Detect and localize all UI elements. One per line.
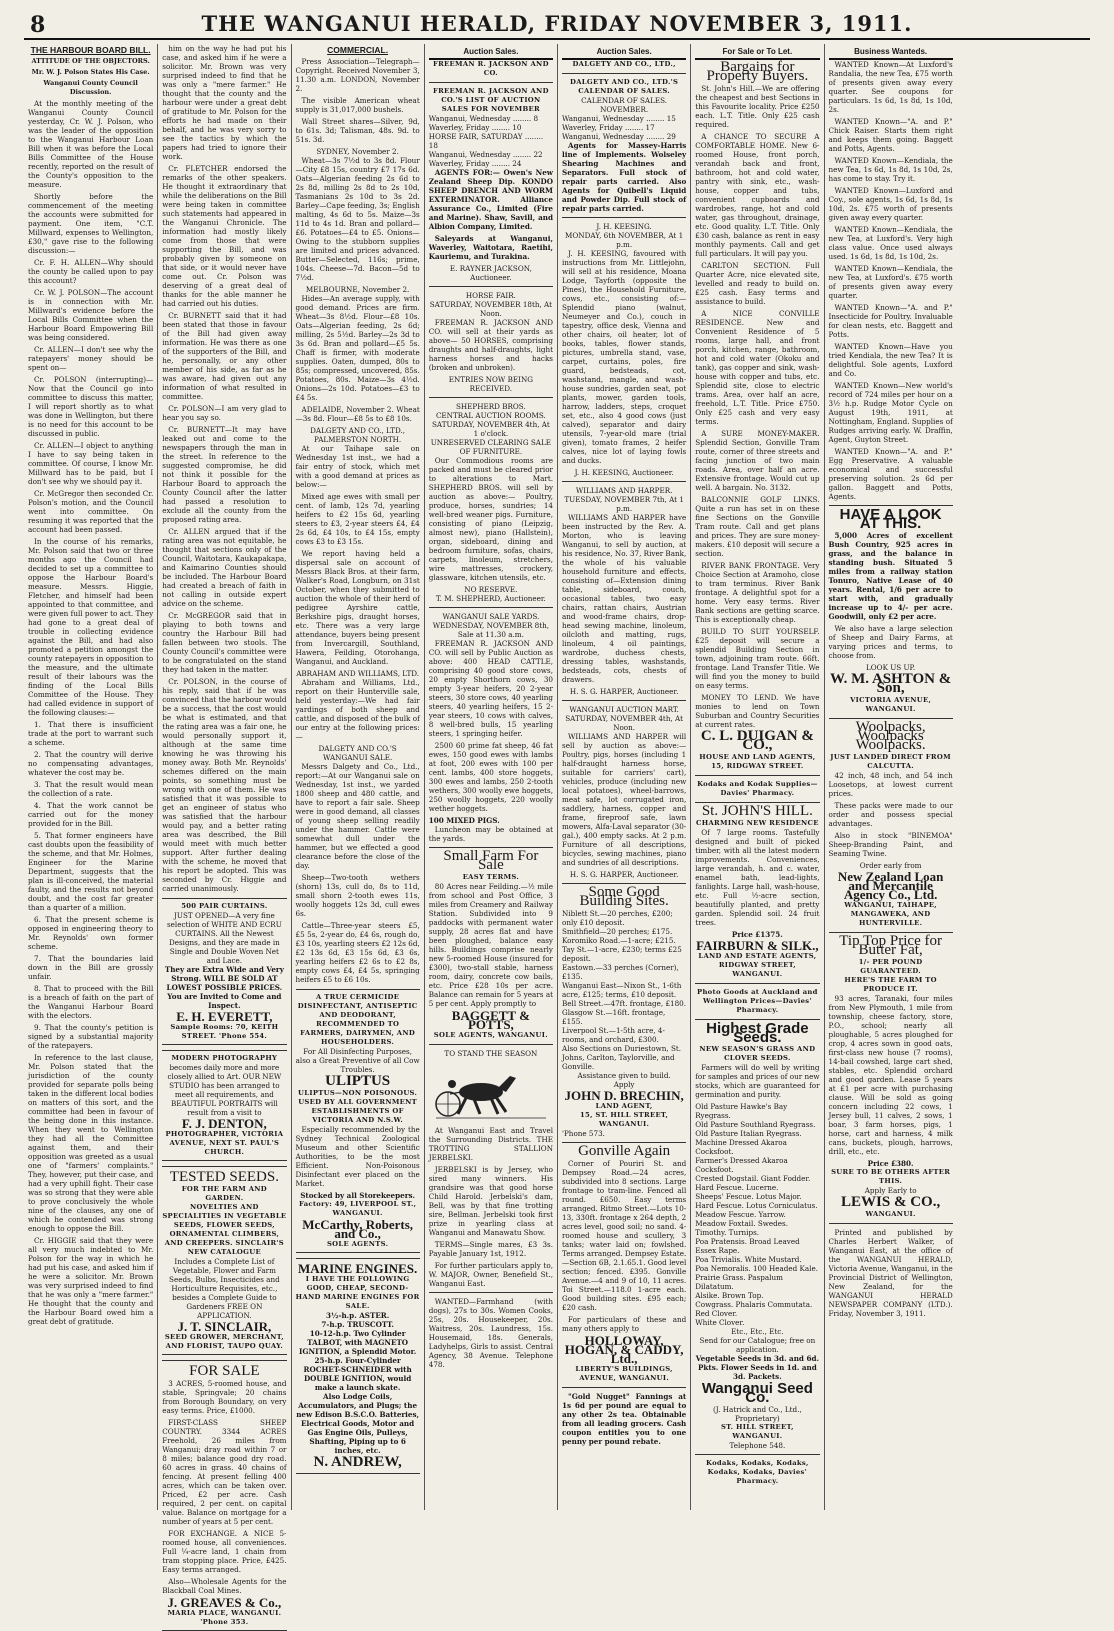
- ad-advertiser: BAGGETT & POTTS,: [451, 1008, 530, 1032]
- wanted-item: WANTED Known—Kendiala, the new Tea, at Luxford's. Very high class value. Once used always used. 1s 6d, 1s 8d, 1s 10d, 2s.: [828, 225, 953, 261]
- article-paragraph: 4. That the work cannot be carried out for the money provided for in the Bill.: [28, 801, 154, 828]
- ad-address: SOLE AGENTS, WANGANUI.: [433, 1031, 548, 1039]
- ad-text: 93 acres, Taranaki, four miles from New Plymouth, 1 mile from township, cheese factory, store, P.O., school; nearly all ploughable, 5 acres ploughed for crop, 4 acres sown in good oats, first-class new house (7 rooms), 14-bail cowshed, large cart shed, stables, etc. Splendid orchard and good garden. Lease 5 years at £1 per acre with purchasing clause. Will be sold as going concern including 22 cows, 1 Jersey bull, 11 calves, 2 sows, 1 boar, 3 farm horses, pigs, 1 horse, cart and harness, 4 milk cans, buckets, plough, harrows, drill, etc., etc.: [828, 994, 953, 1156]
- auctioneer: E. RAYNER JACKSON, Auctioneer.: [449, 264, 532, 282]
- ad-curtains: [162, 898, 286, 1045]
- article-paragraph: Cr. HIGGIE said that they were all very much indebted to Mr. Polson for the way in which he had put his case, and asked him if he were a solicitor. Mr. Brown was very surprised indeed to find that he was only a "mere farmer." He thought that the county and the Harbour Board owed him a great debt of gratitude.: [28, 1236, 154, 1326]
- ad-text: SOLE AGENTS.: [326, 1240, 389, 1248]
- list-item: Old Pasture Southland Ryegrass.: [695, 1120, 816, 1129]
- ad-text: Apply Early to: [864, 1186, 917, 1195]
- list-item: Liverpool St.—1-5th acre, 4-rooms, and orchard, £300.: [562, 1026, 665, 1044]
- report-heading: ABRAHAM AND WILLIAMS, LTD.: [296, 669, 420, 678]
- list-item: Sheeps' Fescue. Lotus Major.: [695, 1192, 802, 1201]
- sale-note: NO RESERVE.: [464, 585, 518, 594]
- ad-heading: FOR SALE: [189, 1363, 260, 1379]
- article-paragraph: Hides—An average supply, with good demand. Prices are firm. Wheat—3s 8½d. Flour—£8 10s. Oats—Algerian feeding, 2s 6d; milling, 2s 5½d. Barley—2s 3d to 3s 6d. Bran and pollard—£5 5s. Chaff is firmer, with moderate supplies. Oaten, dumped, 80s to 85s; compressed, uncovered, 85s. Potatoes, 80s. Maize—3s 4½d. Onions—2s 10d. Potatoes—£3 to £4 5s.: [295, 294, 420, 402]
- ad-address: ST. HILL STREET, WANGANUI.: [720, 1423, 794, 1440]
- ad-advertiser: HOLLOWAY, HOGAN, & CADDY, Ltd.,: [564, 1333, 684, 1366]
- ad-text: TERMS—Single mares, £3 3s. Payable January 1st, 1912.: [428, 1240, 553, 1258]
- article-paragraph: In the course of his remarks, Mr. Polson said that two or three months ago the Council had decided to set up a committee to oppose the Harbour Board's measure. Messrs. Higgie, Fletcher, and himself had been appointed to that committee, and were given full power to act. They had gone to a great deal of trouble in collecting evidence against the Bill, and had also promoted a petition amongst the county ratepayers in opposition to the measure, and the ultimate result of their labours was the finding of the Local Bills Committee of the House. They had called evidence in support of the following clauses:—: [28, 537, 154, 717]
- wanted-item: WANTED Known—New world's record of 724 miles per hour on a 3½ h.p. Rudge Motor Cycle on August 19th, 1911, at Nottingham, England. Supplies of Rudges arriving early. W. Draffin, Agent, Guyton Street.: [828, 381, 953, 444]
- article-paragraph: Wall Street shares—Silver, 9d, to 61s. 3d; Talisman, 48s. 9d. to 51s. 3d.: [295, 117, 420, 144]
- ad-heading: Tip Top Price for Butter Fat,: [839, 933, 942, 958]
- sale-date: WEDNESDAY, NOVEMBER 8th, Sale at 11.30 a.m.: [432, 621, 550, 639]
- ad-text: LAND AGENT,: [595, 1102, 653, 1110]
- ad-heading: 500 PAIR CURTAINS.: [181, 902, 268, 910]
- article-paragraph: Cr. ALLEN—I object to anything I have to say being taken in committee. Of course, I know Mr. Millward has to be paid, but I don't see why we should pay it.: [28, 441, 154, 486]
- article-subhead: ATTITUDE OF THE OBJECTORS.: [31, 57, 150, 65]
- list-item: Eastown.—33 perches (Corner), £135.: [562, 963, 679, 981]
- wanted-item: WANTED Known—Luxford and Coy., sole agents, 1s 6d, 1s 8d, 1s 10d, 2s. £75 worth of presents given away every quarter.: [828, 186, 953, 222]
- ad-text: JERBELSKI is by Jersey, who sired many winners. His grandsire was that good horse Child Harold. Jerbelski's dam, Bell, was by that fine trotting sire, Bellman. Jerbelski took first prize in yearling class at Wanganui and Manawatu Show.: [428, 1165, 553, 1237]
- list-item: Old Pasture Italian Ryegrass.: [695, 1129, 802, 1138]
- pharmacy-note: Photo Goods at Auckland and Wellington Prices—Davies' Pharmacy.: [697, 988, 818, 1014]
- sale-date: SATURDAY, NOVEMBER 18th, At Noon.: [429, 300, 553, 318]
- article-paragraph: 2. That the country will derive no compensating advantages, whatever the cost may be.: [28, 750, 154, 777]
- ad-address: LIBERTY'S BUILDINGS, AVENUE, WANGANUI.: [575, 1365, 673, 1382]
- sale-title: UNRESERVED CLEARING SALE OF FURNITURE.: [430, 438, 551, 456]
- list-heading: DALGETY AND CO., LTD.'S CALENDAR OF SALES.: [570, 78, 679, 95]
- columns: [24, 44, 1090, 1626]
- ad-item: Also Lodge Coils, Accumulators, and Plugs; the new Edison B.S.C.O. Batteries, Electrical Goods, Motor and Gas Engine Oils, Pulleys, Shafting, Piping up to 6 inches, etc.: [296, 1392, 420, 1455]
- ad-subheading: NEW SEASON'S GRASS AND CLOVER SEEDS.: [699, 1045, 816, 1062]
- ad-text: (J. Hatrick and Co., Ltd., Proprietary): [713, 1405, 802, 1423]
- ad-text: Of 7 large rooms. Tastefully designed and built of picked timber, with all the latest modern improvements. Conveniences, large verandah, h. and c. water, enamel bath, lead-lights, fanlights. Large hall, wash-house, etc. Full ½-acre section, beautifully planted, and pretty garden. Splendid soil. 24 fruit trees.: [695, 828, 820, 927]
- ad-text: 42 inch, 48 inch, and 54 inch Loosetops, at lowest current prices.: [828, 771, 953, 798]
- article-paragraph: Cr. POLSON, in the course of his reply, said that if he was convinced that the harbour would be a success, that the cost would be what is estimated, and that the rating area was a fair one, he would personally support it, although at the same time knowing he was throwing his money away. Both Mr. Reynolds' schemes differed on the main points, so something must be wrong with one of them. He was satisfied that it was possible to get an engineer of status who was satisfied that the harbour would pay, and a better rating area was described, the Bill would meet with much better support. After further dealing with the scheme, he moved that his report be adopted. This was seconded by Cr. Higgie and carried unanimously.: [162, 677, 287, 893]
- ad-text: Send for our Catalogue; free on application.: [699, 1336, 816, 1354]
- sale-list: [429, 114, 553, 168]
- agents-text: AGENTS FOR:— Owen's New Zealand Sheep Dip. KONDO SHEEP DRENCH AND WORM EXTERMINATOR. Alliance Assurance Co., Limited (Fire and Marine). Shaw, Savill, and Albion Company, Limited.: [428, 168, 553, 231]
- ad-text: FOR EXCHANGE. A NICE 5-roomed house, all conveniences. Full ¼-acre land, 1 chain from tram stopping place. Price, £425. Easy terms arranged.: [162, 1529, 287, 1574]
- article-paragraph: Shortly before the commencement of the meeting the accounts were submitted for payment. One item, "C.T. Millward, expenses to Wellington, £30," gave rise to the following discussion:—: [28, 192, 154, 255]
- list-item: Poa Nemoralis. 100 Headed Kale.: [695, 1264, 818, 1273]
- article-paragraph: The visible American wheat supply is 31,017,000 bushels.: [295, 96, 420, 114]
- list-item: Waverley, Friday ........ 17: [562, 123, 655, 132]
- list-item: HORSE FAIR, SATURDAY ........ 18: [428, 132, 544, 150]
- ad-text: At Wanganui East and Travel the Surrounding Districts. THE TROTTING STALLION JERBELSKI.: [428, 1126, 553, 1162]
- column-3: [291, 44, 424, 1510]
- ad-address: PHOTOGRAPHER, VICTORIA AVENUE, NEXT ST. PAUL'S CHURCH.: [165, 1130, 284, 1156]
- ad-heading: MODERN PHOTOGRAPHY: [171, 1054, 278, 1062]
- ad-heading: St. JOHN'S HILL.: [701, 803, 813, 819]
- article-title: THE HARBOUR BOARD BILL.: [30, 45, 151, 55]
- wanted-item: WANTED Known—Kendiala, the new Tea, at Luxford's. £75 worth of presents given away every quarter.: [828, 264, 953, 300]
- ad-subheading: 1/- PER POUND GUARANTEED.: [858, 958, 923, 975]
- article-subhead: Wanganui County Council Discussion.: [43, 79, 138, 96]
- article-paragraph: Cr. POLSON (interrupting)—Now that the Council go into committee to discuss this matter, I will report shortly as to what was done in Wellington, but there is no need for this account to be discussed in public.: [28, 375, 154, 438]
- list-item: Cowgrass. Phalaris Commutata.: [695, 1300, 813, 1309]
- article-paragraph: We report having held a dispersal sale on account of Messrs Black Bros. at their farm, Walker's Road, Longburn, on 31st October, when they submitted to auction the whole of their herd of pedigree Ayrshire cattle, Berkshire pigs, draught horses, etc. There was a very large attendance, buyers being present from Invercargill, Southland, Hawera, Feilding, Otorohanga, Wanganui, and Auckland.: [295, 549, 420, 666]
- ad-address: Factory: 49, LIVERPOOL ST., WANGANUI.: [298, 1200, 417, 1217]
- sale-date: TUESDAY, NOVEMBER 7th, At 1 p.m.: [564, 495, 684, 513]
- pharmacy-note: Kodaks and Kodak Supplies—Davies' Pharmacy.: [697, 780, 818, 797]
- ad-advertiser: N. ANDREW,: [313, 1454, 402, 1470]
- section-title: For Sale or To Let.: [722, 47, 793, 56]
- sale-text: WILLIAMS AND HARPER have been instructed by the Rev. A. Morton, who is leaving Wanganui, to sell by auction, at his residence, No. 37, River Bank, the whole of his valuable household furniture and effects, consisting of—Extension dining table, sideboard, couch, occasional tables, two easy chairs, rattan chairs, Austrian and wood-frame chairs, drop-head sewing machine, linoleum, oilcloth and matting, rugs, linoleum, 4 oil paintings, wardrobe, duchess chests, dressing tables, washstands, bedsteads, cots, chests of drawers.: [562, 513, 687, 684]
- ad-heading: MARINE ENGINES.: [298, 1261, 418, 1276]
- article-paragraph: Press Association—Telegraph—Copyright. Received November 3, 11.30 a.m. LONDON, November 2.: [295, 57, 420, 93]
- ad-text: A SURE MONEY-MAKER. Splendid Section, Gonville Tram route, corner of three streets and facing junction of two main roads. Area, over half an acre. Extensive frontage. Would cut up well. A bargain. No. 3132.: [695, 429, 820, 492]
- list-item: Wanganui, Wednesday ........ 22: [428, 150, 543, 159]
- column-7: [824, 44, 957, 1510]
- wanted-item: WANTED Known—Have you tried Kendiala, the new Tea? It is delightful. Sole agents, Luxford and Co.: [828, 342, 953, 378]
- list-item: Meadow Fescue. Yarrow.: [695, 1210, 786, 1219]
- ad-text: We also have a large selection of Sheep and Dairy Farms, at varying prices and terms, to choose from.: [828, 624, 953, 660]
- list-item: Poa Trivialis. White Mustard.: [695, 1255, 802, 1264]
- article-paragraph: Cr. ALLEN—I don't see why the ratepayers' money should be spent on—: [28, 345, 154, 372]
- ad-text: Assistance given to build.: [577, 1071, 671, 1080]
- column-1: [24, 44, 157, 1510]
- ad-address: SEED GROWER, MERCHANT, AND FLORIST, TAUPO QUAY.: [164, 1333, 284, 1350]
- ad-heading: TO STAND THE SEASON: [444, 1049, 538, 1058]
- ad-advertiser: E. H. EVERETT,: [176, 1009, 273, 1024]
- list-item: Bell Street.—47ft. frontage, £180.: [562, 999, 687, 1008]
- report-heading: DALGETY AND CO.'S WANGANUI SALE.: [318, 744, 397, 762]
- list-item: Glasgow St.—16ft. frontage, £155.: [562, 1008, 666, 1026]
- ad-address: WANGANUI.: [865, 1210, 916, 1218]
- ad-text: A CHANCE TO SECURE A COMFORTABLE HOME. New 6-roomed House, front porch, verandah back and front, bathroom, hot and cold water, pantry with sink, etc., wash-house, copper and tubs, convenient cupboards and wardrobes, range, hot and cold water, gas throughout, drainage, etc. Good quality. L.T. Title. Only £30 cash, balance as rent in easy monthly payments. Call and get full particulars. It will pay you.: [695, 132, 820, 258]
- list-item: Crested Dogstail. Giant Fodder.: [695, 1174, 811, 1183]
- ad-text: A NICE CONVILLE RESIDENCE. New and Convenient Residence of 5 rooms, large hall, and front porch, kitchen, range, bathroom, hot and cold water (Okoku and tank), gas copper and sink, wash-house with copper and tubs, etc. Splendid site, close to electric trams. Area, over half an acre, freehold, L.T. Title. Price £750. Only £25 cash and very easy terms.: [695, 309, 820, 426]
- sale-list: [562, 114, 686, 141]
- ad-text: BUILD TO SUIT YOURSELF. £25 deposit will secure a splendid Building Section in town, adjoining tram route. 66ft. frontage. Land Transfer Title. We will find you the money to build on easy terms.: [695, 627, 820, 690]
- seed-list: [695, 1102, 819, 1327]
- firm-name: DALGETY AND CO., LTD.,: [572, 60, 676, 68]
- section-title: Auction Sales.: [463, 47, 519, 56]
- wanted-item: WANTED Known—"A. and P." Insecticide for Poultry. Invaluable for clean nests, etc. Baggett and Potts.: [828, 303, 953, 339]
- article-paragraph: Mixed age ewes with small per cent. of lamb, 12s 7d, yearling heifers to £2 15s 6d, yearling steers to £3, 2-year steers £4, £4 2s 6d, £4 10s, to £4 15s, empty cows £3 to £3 15s.: [295, 492, 420, 546]
- sale-text: FREEMAN R. JACKSON AND CO. will sell by Public Auction as above: 400 HEAD CATTLE, comprising 40 good store cows, 20 empty Shorthorn cows, 30 empty 3-year heifers, 20 2-year steers, 30 store cows, 40 yearling steers, 40 yearling heifers, 15 2-year steers, 10 cows with calves, 8 well-bred bulls, 15 yearling steers, 1 springing heifer.: [428, 639, 553, 738]
- sale-text: FREEMAN R. JACKSON AND CO. will sell at their yards as above— 50 HORSES, comprising draughts and half-draughts, light harness horses and hacks (broken and unbroken).: [428, 318, 553, 372]
- ad-advertiser: LEWIS & CO.,: [841, 1194, 941, 1210]
- ad-text: becomes daily more and more closely allied to Art. OUR NEW STUDIO has been arranged to meet all requirements, and BEAUTIFUL PORTRAITS will result from a visit to: [167, 1063, 282, 1117]
- list-item: Also Sections on Duriestown, St. Johns, Carlton, Taylorville, and Gonville.: [562, 1044, 682, 1071]
- ad-text: For All Disinfecting Purposes, also a Great Preventive of all Cow Troubles.: [295, 1047, 420, 1074]
- dateline: SYDNEY, November 2.: [316, 147, 399, 156]
- auctioneer: J. H. KEESING, Auctioneer.: [574, 468, 674, 477]
- list-item: Old Pasture Hawke's Bay Ryegrass.: [695, 1102, 788, 1120]
- sale-text: Luncheon may be obtained at the yards.: [428, 825, 553, 843]
- ad-text: Corner of Pouriri St. and Dempsey Road.—24 acres, subdivided into 8 sections. Large frontage to tram-line. Fenced all round. £650. Easy terms arranged. Ritmo Street.—Lots 10-13, 330ft. frontage x 264 depth, 2 acres level, good soil; no sand. 4-roomed house and scullery, 3 tanks; water laid on; fowlshed. Terms arranged. Dempsey Estate.—Section 6B, 2.1.65.1. Good level section; fenced. £395. Gonville Avenue.—4 and 9 of 10, 11 acres. Toi Street.—118.0 1-acre each. Good building sites. £95 each; £20 cash.: [562, 1159, 687, 1312]
- ad-text: 5,000 Acres of excellent Bush Country, 925 acres in grass, and the balance in standing bush. Situated 5 miles from a railway station Tonuro, Native Lease of 40 years. Rental, 1/6 per acre to start with, and gradually increase up to 4/- per acre. Goodwill, only £2 per acre.: [828, 531, 953, 621]
- article-paragraph: ADELAIDE, November 2. Wheat—3s 8d. Flour—£8 5s to £8 10s.: [295, 405, 420, 423]
- list-item: Smithfield—20 perches; £175.: [562, 927, 673, 936]
- sale-heading: HORSE FAIR.: [465, 291, 516, 300]
- ad-heading: Gonville Again: [578, 1143, 671, 1159]
- ad-heading: Highest Grade Seeds.: [706, 1020, 809, 1046]
- site-list: [562, 909, 686, 1071]
- article-paragraph: Abraham and Williams, Ltd., report on their Hunterville sale, held yesterday:—We had fair yardings of both sheep and cattle, and disposed of the bulk of our entry at the following prices:—: [295, 678, 420, 741]
- ad-text: They are Extra Wide and Very Strong. WILL BE SOLD AT LOWEST POSSIBLE PRICES. You are Invited to Come and Inspect.: [164, 965, 284, 1010]
- ad-subheading: FOR THE FARM AND GARDEN.: [181, 1185, 267, 1202]
- masthead: [24, 10, 1090, 40]
- sale-text: J. H. KEESING, favoured with instructions from Mr. Littlejohn, will sell at his residence, Moana Lodge, Tayforth (opposite the Pines), the Household Furniture, cows, etc., consisting of:—Splendid piano (walnut, Neumeyer and Co.), couch in tapestry, office desk, Vienna and other chairs, oil heater, lot of books, tables, flower stands, pictures, umbrella stand, vase, carpet, curtains, poles, fire guard, bedsteads, cot, washstand, mangle, and wash-house sundries, garden seat, pot plants, mower, garden tools, harrow, ladders, steps, croquet set, etc., also 4 good cows (just calved), separator and dairy utensils, 7-year-old mare (trial given), tomato frames, 2 heifer calves, nice lot of laying fowls and ducks.: [562, 249, 687, 465]
- section-title: Auction Sales.: [596, 47, 652, 56]
- ad-item: 7-h.p. TRUSCOTT.: [321, 1320, 394, 1329]
- ad-price: Price £380.: [867, 1159, 914, 1168]
- article-paragraph: Cr. FLETCHER endorsed the remarks of the other speakers. He thought it extraordinary that while the deliberations on the Bill were being taken in committee such statements had appeared in the Wanganui Chronicle. The information had mostly likely come from those that were supporting the Bill, and was probably given by someone on that side, or it would never have come out. Cr. Polson was deserving of a great deal of thanks for the able manner he had carried out his duties.: [162, 164, 287, 308]
- ad-text: CARLTON SECTION. Full Quarter Acre, nice elevated site, levelled and ready to build on. £25 cash. Easy terms and assistance to build.: [695, 261, 820, 306]
- sale-date: SATURDAY, NOVEMBER 4th, At Noon.: [565, 714, 683, 732]
- article-paragraph: Cr. W. J. POLSON—The account is in connection with Mr. Millward's evidence before the Local Bills Committee when the Harbour Board Empowering Bill was being considered.: [28, 288, 154, 342]
- ad-address: HOUSE AND LAND AGENTS, 15, RIDGWAY STREET.: [699, 753, 816, 770]
- ad-text: Farmers will do well by writing for samples and prices of our new stocks, which are guaranteed for germination and purity.: [695, 1063, 820, 1099]
- ad-text: LOOK US UP.: [866, 663, 916, 672]
- section-title: Business Wanteds.: [854, 47, 928, 56]
- tea-ad: "Gold Nugget" Fannings at 1s 6d per pound are equal to any other 2s tea. Obtainable from all leading grocers. Cash coupon entitles you to one penny per pound rebate.: [562, 1392, 687, 1446]
- article-paragraph: 5. That former engineers have cast doubts upon the feasibility of the scheme, and that Mr. Holmes, Engineer for the Marine Department, suggests that the plan is ill-conceived, the material faulty, and the results not beyond doubt, and the cost far greater than a quarter of a million.: [28, 831, 154, 912]
- report-heading: DALGETY AND CO., LTD., PALMERSTON NORTH.: [310, 426, 406, 444]
- ad-address: RIDGWAY STREET, WANGANUI.: [718, 961, 796, 978]
- ad-subheading: JUST LANDED DIRECT FROM CALCUTTA.: [830, 753, 951, 770]
- article-paragraph: 7. That the boundaries laid down in the Bill are grossly unfair.: [28, 954, 154, 981]
- sale-heading: WANGANUI AUCTION MART.: [569, 705, 679, 714]
- sale-heading: J. H. KEESING.: [596, 222, 652, 231]
- ad-text: NOVELTIES AND SPECIALITIES IN VEGETABLE SEEDS, FLOWER SEEDS, ORNAMENTAL CLIMBERS, AND CREEPERS. SINCLAIR'S NEW CATALOGUE: [162, 1203, 287, 1256]
- ad-advertiser: JOHN D. BRECHIN,: [564, 1088, 684, 1103]
- sale-text: WILLIAMS AND HARPER will sell by auction as above:— Poultry, pigs, horses (including 1 half-draught harness horse, suitable for carriers' cart), vehicles, produce (including new local potatoes), wheel-barrows, meat safe, lot corrugated iron, saddlery, harness, copper and frame, fireproof safe, lawn mowers, Alfa-Laval separator (30-gal.), 400 empty sacks. At 2 p.m. Furniture of all descriptions, bicycles, sewing machines, piano and sundries of all descriptions.: [562, 732, 687, 867]
- sale-venue: CENTRAL AUCTION ROOMS.: [435, 411, 546, 420]
- ad-text: Also in stock "BINEMOA" Sheep-Branding Paint, and Seaming Twine.: [828, 831, 953, 858]
- ad-seeds: [162, 1166, 286, 1355]
- ad-subheading: EASY TERMS.: [462, 873, 520, 881]
- sale-note: ENTRIES NOW BEING RECEIVED.: [448, 375, 534, 393]
- wanted-list: [829, 60, 953, 501]
- sale-date: MONDAY, 6th NOVEMBER, At 1 p.m.: [565, 231, 684, 249]
- ad-text: RIVER BANK FRONTAGE. Very Choice Section at Aramoho, close to tram terminus. River Bank frontage. A delightful spot for a home. Very easy terms. River Bank sections are getting scarce. This is exceptionally cheap.: [695, 561, 820, 624]
- sale-text: Our Commodious rooms are packed and must be cleared prior to alterations to Mart. SHEPHERD BROS. will sell by auction as above:— Poultry, produce, horses, sundries; 14 well-bred weaner pigs. Furniture, consisting of piano (Leipzig, almost new), piano (Hallstein), organ, sideboard, dining and bedroom furniture, sofas, chairs, carpets, linoleum, stretchers, wire mattresses, crockery, glassware, kitchen utensils, etc.: [428, 456, 553, 582]
- classified-wanted: WANTED—Farmhand (with dogs), 27s to 30s. Women Cooks, 25s, 20s. Housekeeper, 20s. Waitress, 20s. Laundress, 15s. Housemaid, 18s. Generals, Ladyhelps, Girls to assist. Central Agency, 38 Avenue. Telephone 478.: [428, 1297, 553, 1369]
- ad-text: Especially recommended by the Sydney Technical Zoological Museum and other Scientific Authorities, to be the most Efficient. Non-Poisonous Disinfectant ever placed on the Market.: [295, 1125, 420, 1188]
- auctioneer: T. M. SHEPHERD, Auctioneer.: [435, 594, 546, 603]
- section-title: COMMERCIAL.: [327, 45, 389, 55]
- list-item: Koromiko Road.—1-acre; £215.: [562, 936, 676, 945]
- article-paragraph: 6. That the present scheme is opposed in engineering theory to Mr. Reynolds' own former scheme.: [28, 915, 154, 951]
- ad-advertiser: New Zealand Loan and Mercantile Agency Co., Ltd.: [837, 869, 944, 902]
- ad-address: MARIA PLACE, WANGANUI. 'Phone 353.: [167, 1609, 282, 1626]
- ad-advertiser: Wanganui Seed Co.: [701, 1380, 813, 1406]
- ad-uliptus: [296, 989, 420, 1253]
- article-paragraph: 3. That the result would mean the collection of a rate.: [28, 780, 154, 798]
- column-5: [557, 44, 690, 1510]
- article-paragraph: Cr. McGREGOR said that in playing to both towns and country the Harbour Bill had fallen between two stools. The County Council's committee were to be congratulated on the stand they had taken in the matter.: [162, 611, 287, 674]
- ad-text: 80 Acres near Feilding.—½ mile from school and Post Office, 3 miles from Creamery and Railway Station. Subdivided into 9 paddocks with permanent water supply, 28 acres flat and have been ploughed, balance easy hills. Buildings comprise nearly new 5-roomed House (insured for £300), two-stall stable, harness room, dairy, concrete cow bails, etc. Price £28 10s per acre. Balance can remain for 5 years at 5 per cent. Apply promptly to: [428, 882, 553, 1008]
- ad-address: VICTORIA AVENUE, WANGANUI.: [850, 696, 932, 713]
- ad-item: 10-12-h.p. Two Cylinder TALBOT, with MAGNETO IGNITION, a Splendid Motor.: [299, 1329, 417, 1356]
- ad-photography: [162, 1050, 286, 1161]
- ad-text: ULIPTUS—NON POISONOUS. USED BY ALL GOVERNMENT ESTABLISHMENTS OF VICTORIA AND N.S.W.: [298, 1089, 418, 1124]
- ad-heading: Some Good Building Sites.: [579, 884, 669, 909]
- ad-for-sale: [162, 1360, 286, 1631]
- list-item: Wanganui, Wednesday ........ 29: [562, 132, 676, 141]
- list-item: Waverley, Friday ........ 24: [428, 159, 522, 168]
- ad-text: Includes a Complete List of Vegetable, Flower and Farm Seeds, Bulbs, Insecticides and Horticulture Requisites, etc., besides a Complete Guide to Gardeners FREE ON APPLICATION.: [169, 1257, 280, 1320]
- ad-advertiser: J. T. SINCLAIR,: [177, 1319, 272, 1334]
- ad-heading: A TRUE CERMICIDE DISINFECTANT, ANTISEPTIC AND DEODORANT,: [297, 993, 418, 1019]
- ad-text: Apply: [613, 1080, 635, 1089]
- ad-heading: Bargains for Property Buyers.: [706, 59, 809, 84]
- article-paragraph: 8. That to proceed with the Bill is a breach of faith on the part of the Wanganui Harbour Board with the electors.: [28, 984, 154, 1020]
- column-6: [690, 44, 823, 1510]
- pharmacy-note: Kodaks, Kodaks, Kodaks, Kodaks, Kodaks, Davies' Pharmacy.: [706, 1459, 809, 1485]
- sale-heading: SHEPHERD BROS.: [455, 402, 526, 411]
- article-paragraph: Cattle—Three-year steers £5, £5 5s, 2-year do, £4 6s, rough do, £3 10s, yearling steers £2 12s 6d, £2 13s 6d, £3 15s 6d, £3 6s, yearling heifers £2 6s to £2 8s, empty cows £4, £4 5s, springing heifers £5 to £6 10s.: [295, 921, 420, 984]
- ad-address: WANGANUI, TAIHAPE, MANGAWEKA, AND HUNTERVILLE.: [844, 901, 937, 927]
- article-paragraph: Cr. POLSON—I am very glad to hear you say so.: [162, 404, 287, 422]
- list-item: Niblett St.—20 perches, £200; only £10 deposit.: [562, 909, 673, 927]
- ad-price: Price £1375.: [731, 930, 783, 939]
- ad-marine-engines: [296, 1258, 420, 1474]
- ad-text: For further particulars apply to, W. MAJOR, Owner, Benefield St., Wanganui East.: [428, 1261, 553, 1288]
- list-item: Red Clover.: [695, 1309, 738, 1318]
- ad-advertiser: W. M. ASHTON & Son,: [829, 671, 952, 696]
- ad-text: JUST OPENED—A very fine selection of WHITE AND ECRU CURTAINS. All the Newest Designs, and they are made in Single and Double Woven Net and Lace.: [166, 911, 282, 965]
- list-item: Hard Fescue. Lotus Corniculatus.: [695, 1201, 818, 1210]
- ad-text: BALCONNIE GOLF LINKS. Quite a run has set in on these fine Sections on the Gonville Tram route. Call and get plans and prices. They are sure money-makers. £10 deposit will secure a section.: [695, 495, 820, 558]
- wanted-item: WANTED Known—"A. and P." Chick Raiser. Starts them right and keeps them going. Baggett and Potts, Agents.: [828, 117, 953, 153]
- ad-advertiser: McCarthy, Roberts, and Co.,: [302, 1217, 414, 1241]
- article-paragraph: Cr. McGregor then seconded Cr. Polson's motion, and the Council went into committee. On resuming it was reported that the account had been passed.: [28, 489, 154, 534]
- list-item: Alsike. Brown Top.: [695, 1291, 764, 1300]
- auctioneer: H. S. G. HARPER, Auctioneer.: [569, 687, 679, 696]
- ad-heading: Woolpacks, Woolpacks Woolpacks.: [855, 719, 926, 753]
- column-4: [424, 44, 557, 1510]
- list-item: Farmer's Dressed Akaroa Cocksfoot.: [695, 1156, 788, 1174]
- article-paragraph: Cr. ALLEN argued that if the rating area was not equitable, he thought that sections only of the Council, Waitotara, Kaukapakapa, and Kaimarino Counties should be included. The Harbour Board had created a breach of faith in not calling in outside expert advice on the scheme.: [162, 527, 287, 608]
- ad-subheading: HERE'S THE FARM TO PRODUCE IT.: [844, 976, 937, 993]
- ad-advertiser: J. GREAVES & Co.,: [167, 1595, 282, 1610]
- list-item: Wanganui, Wednesday ........ 15: [562, 114, 676, 123]
- list-item: Wanganui East—Nixon St., 1-6th acre, £125; terms, £10 deposit.: [562, 981, 682, 999]
- ad-text: SURE TO BE OTHERS AFTER THIS.: [831, 1168, 951, 1185]
- list-item: Tay St.—1-acre, £230; terms £25 deposit.: [562, 945, 682, 963]
- ad-text: For particulars of these and many others apply to: [562, 1315, 687, 1333]
- ad-text: I HAVE THE FOLLOWING GOOD, CHEAP, SECOND-HAND MARINE ENGINES FOR SALE.: [295, 1275, 420, 1310]
- ad-phone: Telephone 548.: [729, 1441, 786, 1450]
- ad-item: 25-h.p. Four-Cylinder ROCHET-SCHNEIDER with DOUBLE IGNITION, would make a launch skate.: [303, 1356, 412, 1392]
- article-paragraph: 1. That there is insufficient trade at the port to warrant such a scheme.: [28, 720, 154, 747]
- list-item: Poa Pratensis. Broad Leaved Essex Rape.: [695, 1237, 800, 1255]
- ad-text: These packs were made to our order and possess special advantages.: [828, 801, 953, 828]
- ad-text: Stocked by all Storekeepers.: [300, 1191, 416, 1200]
- list-item: Meadow Foxtail. Swedes.: [695, 1219, 788, 1228]
- article-paragraph: Cr. F. H. ALLEN—Why should the county be called upon to pay this account?: [28, 258, 154, 285]
- ad-text: 3 ACRES, 5-roomed house, and stable, Springvale; 20 chains from Borough Boundary, on very easy terms. Price, £1000.: [162, 1379, 287, 1415]
- sale-text: 100 MIXED PIGS.: [428, 816, 500, 825]
- ad-address: 15, ST. HILL STREET, WANGANUI.: [580, 1111, 669, 1128]
- list-item: Hard Fescue. Lucerne.: [695, 1183, 779, 1192]
- list-item: White Clover.: [695, 1318, 745, 1327]
- list-item: Waverley, Friday ........ 10: [428, 123, 522, 132]
- auctioneer: H. S. G. HARPER, Auctioneer.: [569, 870, 679, 879]
- firm-name: FREEMAN R. JACKSON AND CO.: [432, 60, 549, 77]
- article-paragraph: In reference to the last clause, Mr. Polson stated that the jurisdiction of the county provided for separate polls being taken in the different local bodies on matters of this sort, and the committee had been in favour of the being done in this instance. When they went to Wellington they had all the Committee against them, and their opposition was greeted as a usual one of "farmers' complaints." They, however, put their case, and had a very uphill fight. Their case was so strong that they were able to prove conclusively the whole nine of the clauses, any one of which he contended was strong enough to oppose the Bill.: [28, 1053, 154, 1233]
- ad-phone: 'Phone 573.: [562, 1129, 605, 1138]
- wanted-item: WANTED Known—At Luxford's Randalia, the new Tea, £75 worth of presents given away every quarter. See coupons for particulars. 1s 6d, 1s 8d, 1s 10d, 2s.: [828, 60, 953, 114]
- ad-address: Sample Rooms: 70, KEITH STREET. 'Phone 554.: [170, 1023, 279, 1040]
- ad-advertiser: F. J. DENTON,: [181, 1116, 267, 1131]
- saleyards-text: Saleyards at Wanganui, Waverley, Waitotara, Raetihi, Kauriemu, and Turakina.: [428, 234, 553, 261]
- ad-advertiser: C. L. DUIGAN & CO.,: [700, 728, 814, 753]
- ad-subheading: CHARMING NEW RESIDENCE: [696, 819, 819, 827]
- newspaper-title: THE WANGANUI HERALD, FRIDAY NOVEMBER 3, 1911.: [201, 11, 913, 36]
- ad-heading: HAVE A LOOK AT THIS.: [839, 506, 942, 532]
- ad-brand: ULIPTUS: [325, 1073, 391, 1089]
- horse-and-sulky-illustration: [436, 1062, 546, 1122]
- list-item: Wanganui, Wednesday ........ 8: [428, 114, 539, 123]
- article-paragraph: Wheat—3s 7½d to 3s 8d. Flour—City £8 15s, country £7 17s 6d. Oats—Algerian feeding 2s 6d to 2s 8d, milling 2s 8d to 2s 10d, Tasmanians 2s 10d to 3s 2d. Barley—Cape feeding, 3s; English malting, 4s 6d to 5s. Maize—3s 11d to 4s 1d. Bran and pollard—£6. Potatoes—£4 to £5. Onions—Owing to the stubborn supplies are limited and prices advanced. Butter—Selected, 116s; prime, 104s. Cheese—7d. Bacon—5d to 7½d.: [295, 156, 420, 282]
- ad-text: Vegetable Seeds in 3d. and 6d. Pkts. Flower Seeds in 1d. and 3d. Packets.: [695, 1354, 819, 1381]
- ad-text: FIRST-CLASS SHEEP COUNTRY. 3344 ACRES Freehold, 26 miles from Wanganui; dray road within 7 or 8 miles; balance good dry road. 60 acres in grass. 40 chains of fencing. At present felling 400 acres, which can be taken over. Priced, £2 per acre. Cash required, 2 per cent. on capital value. Balance on mortgage for a number of years at 5 per cent.: [162, 1418, 287, 1526]
- list-subheading: CALENDAR OF SALES. NOVEMBER.: [581, 96, 668, 114]
- column-2: [157, 44, 290, 1626]
- list-item: Prairie Grass. Paspalum Dilatatum.: [695, 1273, 783, 1291]
- article-paragraph: At our Taihape sale on Wednesday 1st inst., we had a fair entry of stock, which met with a good demand at prices as below:—: [295, 444, 420, 489]
- article-paragraph: Cr. BURNETT said that it had been stated that those in favour of the Bill had given away information. He was there as one of the supporters of the Bill, and he, personally, or any other member of his side, as far as he was aware, had given out any information of what resulted in committee.: [162, 311, 287, 401]
- list-item: Timothy. Turnips.: [695, 1228, 760, 1237]
- ad-text: St. John's Hill.—We are offering the cheapest and best Sections in this Favourite locality. Price £250 each. L.T. Title. Only £25 cash required.: [695, 84, 820, 129]
- sale-heading: WILLIAMS AND HARPER.: [575, 486, 673, 495]
- wanted-item: WANTED Known—Kendiala, the new Tea, 1s 6d, 1s 8d, 1s 10d, 2s, has come to stay. Try it.: [828, 156, 953, 183]
- ad-advertiser: FAIRBURN & SILK.,: [696, 938, 819, 953]
- sale-text: 2500 60 prime fat sheep, 46 fat ewes, 150 good ewes with lambs at foot, 200 ewes with 100 per cent. lambs, 400 store hoggets, 300 ewes and lambs, 250 2-tooth wethers, 300 woolly ewe hoggets, 250 woolly hoggets, 220 woolly wether hoggets.: [428, 741, 553, 813]
- ad-text: Etc., Etc., Etc.: [731, 1327, 784, 1336]
- ad-text: LAND AND ESTATE AGENTS,: [698, 952, 817, 960]
- wanted-item: WANTED Known—"A. and P." Egg Preservative. A valuable economical and successful preserving solution. 2s 6d per gallon. Baggett and Potts, Agents.: [828, 447, 953, 501]
- ad-text: Order early from: [859, 861, 922, 870]
- ad-heading: TESTED SEEDS.: [169, 1169, 279, 1185]
- article-paragraph: Cr. BURNETT—It may have leaked out and come to the newspapers through the man in the street. In reference to the suggested compromise, he did not think it possible for the Harbour Board to approach the County Council after the latter had passed a resolution to exclude all the county from the proposed rating area.: [162, 425, 287, 524]
- article-paragraph: him on the way he had put his case, and asked him if he were a solicitor. Mr. Brown was very surprised indeed to find that he was only a "mere farmer." He thought that the county and the harbour were under a great debt of gratitude to Mr. Polson for the efforts he had made on their behalf, and he was very sorry to see the tactics by which the papers had tried to ignore their work.: [162, 44, 287, 161]
- article-paragraph: At the monthly meeting of the Wanganui County Council yesterday, Cr. W. J. Polson, who was the leader of the opposition to the Wanganui Harbour Loan Bill when it was before the Local Bills Committee of the House recently, reported on the result of the County's opposition to the measure.: [28, 99, 154, 189]
- article-paragraph: Sheep—Two-tooth wethers (shorn) 13s, cull do, 8s to 11d, small shorn 2-tooth ewes 11s, woolly hoggets 12s 3d, cull ewes 6s.: [295, 873, 420, 918]
- sale-heading: WANGANUI SALE YARDS.: [442, 612, 540, 621]
- ad-heading: Small Farm For Sale: [443, 848, 539, 873]
- article-paragraph: Messrs Dalgety and Co., Ltd., report:—At our Wanganui sale on Wednesday, 1st inst., we yarded 1800 sheep and 480 cattle, and have to report a fair sale. Sheep were in good demand, all classes of young sheep selling readily under the hammer. Cattle were somewhat dull under the hammer, but we effected a good clearance before the close of the day.: [295, 762, 420, 870]
- page-number: 8: [30, 12, 46, 38]
- article-subhead: Mr. W. J. Polson States His Case.: [31, 68, 150, 76]
- article-paragraph: 9. That the county's petition is signed by a substantial majority of the ratepayers.: [28, 1023, 154, 1050]
- ad-item: 3½-h.p. ASTER.: [325, 1311, 390, 1320]
- ad-text: MONEY TO LEND. We have monies to lend on Town Suburban and Country Securities at current rates.: [695, 693, 820, 729]
- dateline: MELBOURNE, November 2.: [305, 285, 410, 294]
- agents-text: Agents for Massey-Harris line of Implements. Wolseley Shearing Machines and Separators. Full stock of repair parts carried. Also Agents for Quibell's Liquid and Powder Dip. Full stock of repair parts carried.: [562, 141, 687, 213]
- ad-text: RECOMMENDED TO FARMERS, DAIRYMEN, AND HOUSEHOLDERS.: [300, 1020, 416, 1046]
- ad-text: Also—Wholesale Agents for the Blackball Coal Mines.: [162, 1577, 287, 1595]
- list-item: Machine Dressed Akaroa Cocksfoot.: [695, 1138, 787, 1156]
- publisher-imprint: Printed and published by Charles Herbert Walker, of Wanganui East, at the office of the WANGANUI HERALD, Victoria Avenue, Wanganui, in the Provincial District of Wellington, New Zealand, for the WANGANUI HERALD NEWSPAPER COMPANY (LTD.). Friday, November 3, 1911.: [828, 1228, 953, 1318]
- sale-date: SATURDAY, NOVEMBER 4th, At 1 o'clock.: [432, 420, 550, 438]
- list-heading: FREEMAN R. JACKSON AND CO.'S LIST OF AUCTION SALES FOR NOVEMBER: [432, 87, 549, 113]
